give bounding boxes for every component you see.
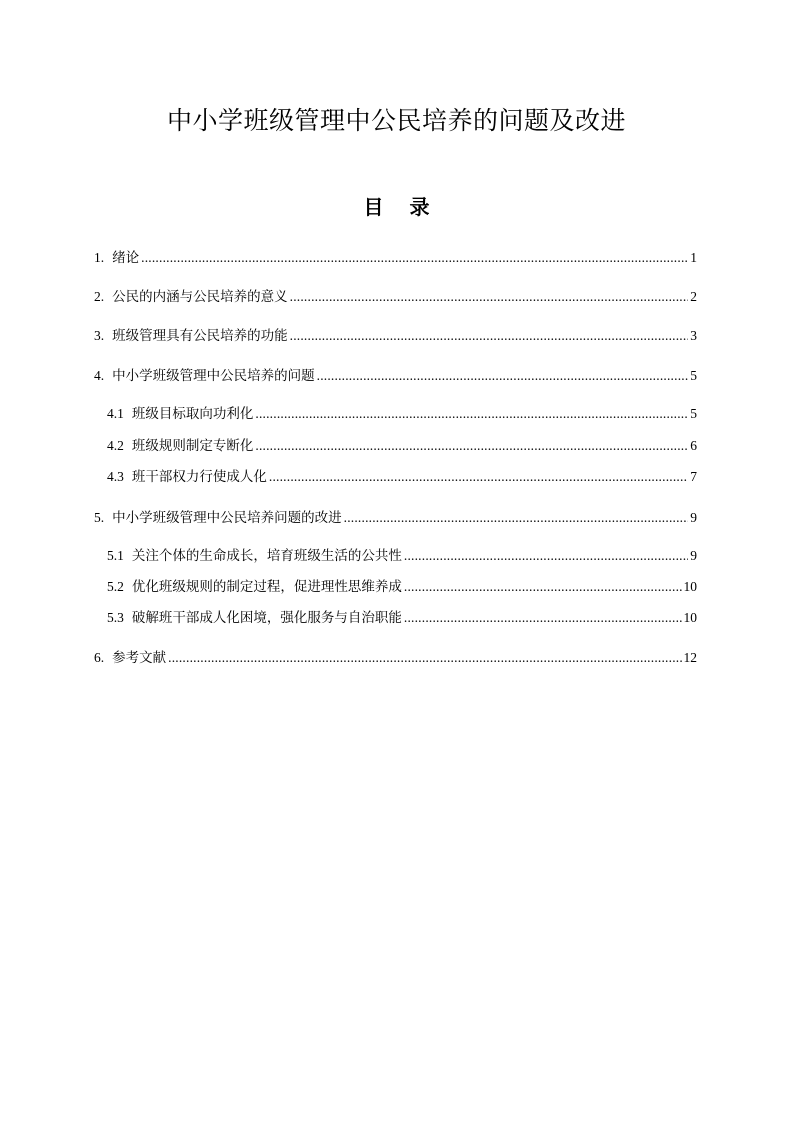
- toc-entry-page: 10: [683, 610, 697, 625]
- toc-entry-number: 4.1: [107, 406, 124, 421]
- toc-entry-label: 公民的内涵与公民培养的意义: [112, 289, 288, 305]
- toc-entry-number: 4.3: [107, 469, 124, 484]
- toc-entry-page: 9: [690, 548, 697, 563]
- toc-entry-label: 破解班干部成人化困境，强化服务与自治职能: [131, 610, 402, 626]
- toc-dot-leader: [344, 508, 689, 528]
- toc-entry-label: 优化班级规则的制定过程，促进理性思维养成: [131, 579, 402, 595]
- toc-entry-4-3[interactable]: [107, 467, 697, 487]
- toc-entry-label: 绪论: [112, 250, 140, 266]
- toc-entry-label: 班级目标取向功利化: [131, 406, 254, 422]
- toc-entry-4-2[interactable]: [107, 436, 697, 456]
- toc-entry-page: 5: [690, 406, 697, 421]
- toc-entry-label: 关注个体的生命成长，培育班级生活的公共性: [131, 548, 402, 564]
- toc-dot-leader: [168, 648, 681, 668]
- toc-entry-number: 5.: [94, 510, 105, 525]
- toc-entry-number: 4.2: [107, 438, 124, 453]
- toc-entry-1[interactable]: [94, 248, 697, 268]
- toc-entry-label: 中小学班级管理中公民培养问题的改进: [112, 510, 342, 526]
- toc-entry-label: 班干部权力行使成人化: [131, 469, 267, 485]
- toc-entry-6[interactable]: [94, 648, 697, 668]
- toc-entry-4-1[interactable]: [107, 404, 697, 424]
- toc-entry-label: 班级规则制定专断化: [131, 438, 254, 454]
- toc-entry-2[interactable]: [94, 287, 697, 307]
- toc-heading-char-1: 目: [363, 195, 384, 219]
- toc-entry-5-1[interactable]: [107, 546, 697, 566]
- toc-entry-label: 中小学班级管理中公民培养的问题: [112, 368, 315, 384]
- toc-entry-number: 4.: [94, 368, 105, 383]
- toc-dot-leader: [404, 577, 682, 597]
- toc-entry-number: 5.1: [107, 548, 124, 563]
- toc-entry-number: 1.: [94, 250, 105, 265]
- toc-entry-page: 5: [690, 368, 697, 383]
- toc-entry-number: 2.: [94, 289, 105, 304]
- toc-entry-page: 7: [690, 469, 697, 484]
- toc-entry-page: 2: [690, 289, 697, 304]
- toc-dot-leader: [290, 287, 689, 307]
- toc-entry-number: 6.: [94, 650, 105, 665]
- toc-entry-5-3[interactable]: [107, 608, 697, 628]
- toc-entry-number: 5.3: [107, 610, 124, 625]
- toc-entry-3[interactable]: [94, 326, 697, 346]
- toc-entry-page: 9: [690, 510, 697, 525]
- toc-entry-page: 1: [690, 250, 697, 265]
- toc-entry-label: 参考文献: [112, 650, 167, 666]
- toc-dot-leader: [269, 467, 688, 487]
- toc-entry-5-2[interactable]: [107, 577, 697, 597]
- toc-entry-page: 3: [690, 328, 697, 343]
- toc-entry-page: 12: [683, 650, 697, 665]
- toc-dot-leader: [317, 366, 689, 386]
- toc-dot-leader: [141, 248, 688, 268]
- toc-dot-leader: [255, 404, 688, 424]
- toc-dot-leader: [404, 546, 688, 566]
- toc-entry-5[interactable]: [94, 508, 697, 528]
- toc-entry-number: 5.2: [107, 579, 124, 594]
- toc-dot-leader: [255, 436, 688, 456]
- toc-entry-number: 3.: [94, 328, 105, 343]
- toc-dot-leader: [290, 326, 689, 346]
- toc-entry-4[interactable]: [94, 366, 697, 386]
- toc-entry-page: 10: [683, 579, 697, 594]
- toc-heading-char-2: 录: [409, 195, 430, 219]
- toc-dot-leader: [404, 608, 682, 628]
- toc-entry-label: 班级管理具有公民培养的功能: [112, 328, 288, 344]
- document-title: 中小学班级管理中公民培养的问题及改进: [166, 106, 626, 135]
- toc-entry-page: 6: [690, 438, 697, 453]
